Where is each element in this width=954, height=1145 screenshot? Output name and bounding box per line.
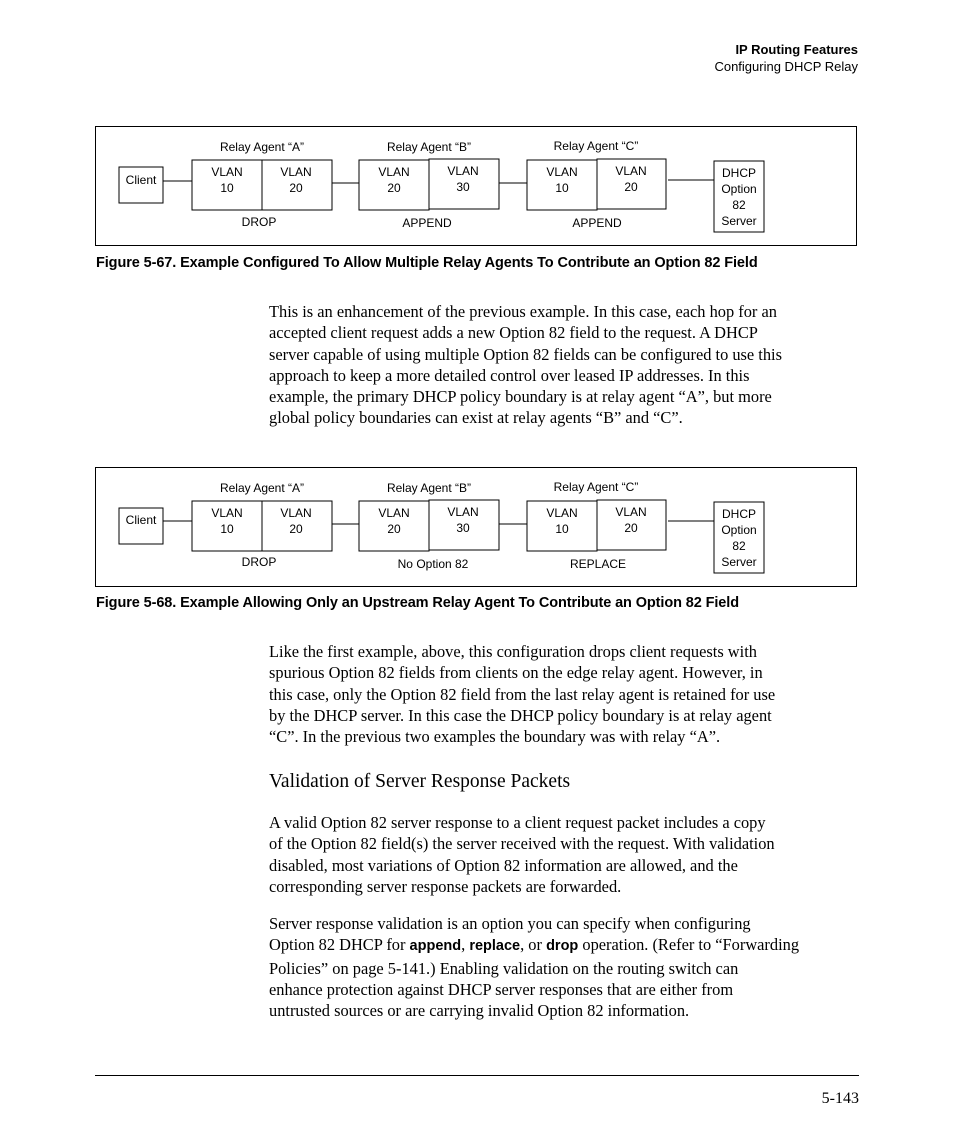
vlan-label: VLAN: [615, 505, 647, 519]
paragraph-line: disabled, most variations of Option 82 information are allowed, and the: [269, 855, 738, 875]
vlan-number: 30: [456, 521, 470, 535]
vlan-label: VLAN: [211, 506, 243, 520]
paragraph-text: , or: [520, 935, 547, 955]
vlan-label: VLAN: [280, 506, 312, 520]
figure-5-68-diagram: [95, 467, 857, 587]
vlan-number: 20: [387, 181, 401, 195]
server-label-line: DHCP: [721, 166, 757, 180]
agent-action-label: DROP: [241, 215, 277, 229]
paragraph-line: spurious Option 82 fields from clients on the edge relay agent. However, in: [269, 663, 763, 683]
vlan-label: VLAN: [378, 165, 410, 179]
footer-rule: [95, 1075, 859, 1076]
section-heading: Validation of Server Response Packets: [269, 771, 571, 792]
vlan-number: 20: [624, 521, 638, 535]
agent-action-label: DROP: [241, 555, 277, 569]
vlan-number: 20: [387, 522, 401, 536]
paragraph-text: operation. (Refer to “Forwarding: [578, 935, 800, 955]
paragraph-line: of the Option 82 field(s) the server received with the request. With validation: [269, 834, 775, 854]
server-label-line: DHCP: [721, 507, 757, 521]
server-label-line: Server: [721, 555, 757, 569]
relay-agent-c-label: Relay Agent “C”: [553, 139, 639, 153]
client-label: Client: [125, 513, 157, 527]
vlan-number: 10: [555, 522, 569, 536]
relay-agent-a-label: Relay Agent “A”: [219, 481, 305, 495]
relay-diagram-1: [96, 127, 858, 247]
figure-caption-5-67: Figure 5-67. Example Configured To Allow Multiple Relay Agents To Contribute an Option 82 Field: [96, 255, 758, 271]
agent-action-label: APPEND: [402, 216, 452, 230]
figure-5-67-diagram: [95, 126, 857, 246]
running-header: [714, 41, 858, 75]
vlan-number: 10: [555, 181, 569, 195]
vlan-number: 20: [289, 522, 303, 536]
paragraph-line: Policies” on page 5-141.) Enabling validation on the routing switch can: [269, 958, 739, 978]
vlan-label: VLAN: [546, 506, 578, 520]
paragraph-line: global policy boundaries can exist at relay agents “B” and “C”.: [269, 408, 683, 428]
keyword-replace: replace: [469, 938, 521, 955]
paragraph-line: enhance protection against DHCP server responses that are either from: [269, 979, 734, 999]
body-paragraph: [269, 301, 861, 429]
paragraph-line: corresponding server response packets are forwarded.: [269, 876, 622, 896]
vlan-label: VLAN: [280, 165, 312, 179]
paragraph-line: untrusted sources or are carrying invalid Option 82 information.: [269, 1001, 690, 1021]
paragraph-line: this case, only the Option 82 field from the last relay agent is retained for use: [269, 684, 776, 704]
paragraph-text: Option 82 DHCP for: [269, 935, 410, 955]
client-label: Client: [125, 173, 157, 187]
relay-agent-a-label: Relay Agent “A”: [219, 140, 305, 154]
header-title: IP Routing Features: [735, 42, 858, 57]
server-label-line: 82: [732, 539, 746, 553]
relay-agent-c-label: Relay Agent “C”: [553, 480, 639, 494]
page-number: 5-143: [821, 1090, 859, 1107]
paragraph-line: accepted client request adds a new Option 82 field to the request. A DHCP: [269, 323, 758, 343]
vlan-number: 30: [456, 180, 470, 194]
body-paragraph: [269, 812, 861, 897]
agent-action-label: No Option 82: [397, 557, 469, 571]
vlan-label: VLAN: [447, 164, 479, 178]
vlan-number: 20: [624, 180, 638, 194]
paragraph-line: approach to keep a more detailed control over leased IP addresses. In this: [269, 365, 750, 385]
relay-agent-b-label: Relay Agent “B”: [386, 140, 472, 154]
server-label-line: 82: [732, 198, 746, 212]
vlan-label: VLAN: [211, 165, 243, 179]
paragraph-line: Like the first example, above, this configuration drops client requests with: [269, 642, 757, 661]
vlan-number: 20: [289, 181, 303, 195]
vlan-label: VLAN: [615, 164, 647, 178]
paragraph-line: This is an enhancement of the previous example. In this case, each hop for an: [269, 302, 777, 321]
keyword-drop: drop: [546, 938, 579, 955]
paragraph-line: by the DHCP server. In this case the DHCP policy boundary is at relay agent: [269, 705, 772, 725]
server-label-line: Option: [721, 523, 757, 537]
vlan-number: 10: [220, 181, 234, 195]
paragraph-line: server capable of using multiple Option 82 fields can be configured to use this: [269, 344, 782, 364]
keyword-append: append: [409, 938, 462, 955]
server-label-line: Server: [721, 214, 757, 228]
vlan-label: VLAN: [447, 505, 479, 519]
paragraph-line: example, the primary DHCP policy boundary is at relay agent “A”, but more: [269, 387, 772, 407]
paragraph-line: A valid Option 82 server response to a client request packet includes a copy: [269, 813, 766, 832]
paragraph-line: Server response validation is an option you can specify when configuring: [269, 914, 751, 933]
vlan-number: 10: [220, 522, 234, 536]
agent-action-label: REPLACE: [569, 557, 627, 571]
agent-action-label: APPEND: [572, 216, 622, 230]
paragraph-line: “C”. In the previous two examples the boundary was with relay “A”.: [269, 727, 721, 747]
vlan-label: VLAN: [378, 506, 410, 520]
relay-agent-b-label: Relay Agent “B”: [386, 481, 472, 495]
body-paragraph: [269, 913, 861, 1021]
paragraph-text: ,: [461, 935, 470, 955]
body-paragraph: [269, 641, 861, 747]
figure-caption-5-68: Figure 5-68. Example Allowing Only an Upstream Relay Agent To Contribute an Option 82 Field: [96, 595, 739, 611]
vlan-label: VLAN: [546, 165, 578, 179]
server-label-line: Option: [721, 182, 757, 196]
relay-diagram-2: [96, 468, 858, 588]
header-subtitle: Configuring DHCP Relay: [714, 59, 858, 74]
